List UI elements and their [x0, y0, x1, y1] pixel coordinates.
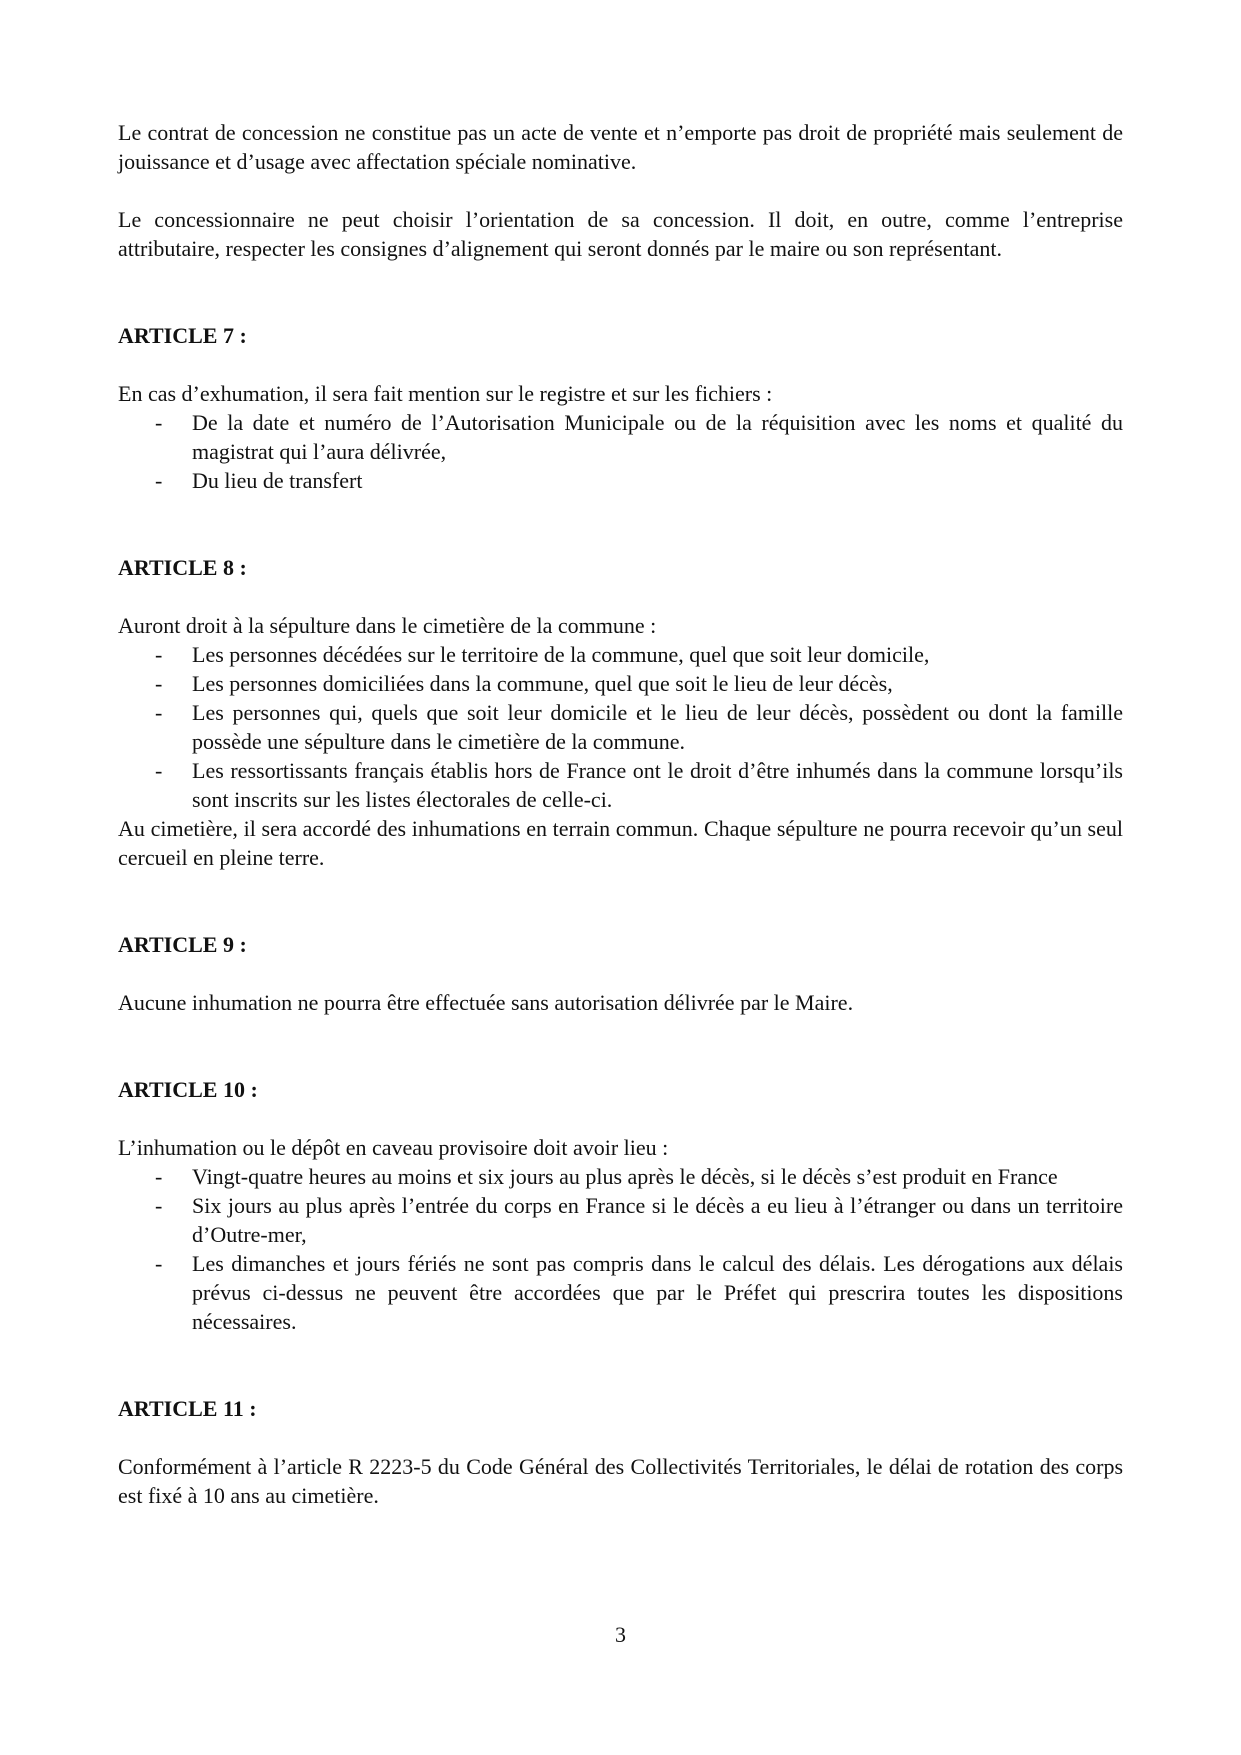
bullet-dash-icon: -	[155, 671, 163, 696]
document-page	[118, 118, 1123, 1510]
article-text: En cas d’exhumation, il sera fait mention sur le registre et sur les fichiers :	[118, 381, 773, 406]
article-bullet-list	[118, 640, 1123, 814]
article-heading: ARTICLE 8 :	[118, 555, 247, 580]
list-item	[118, 408, 1123, 466]
article-heading: ARTICLE 9 :	[118, 932, 247, 957]
articles-container	[118, 321, 1123, 1510]
list-item-text: Les personnes domiciliées dans la commune, quel que soit le lieu de leur décès,	[192, 671, 893, 696]
article-text: Aucune inhumation ne pourra être effectuée sans autorisation délivrée par le Maire.	[118, 990, 854, 1015]
page-number: 3	[615, 1622, 626, 1647]
list-item	[118, 640, 1123, 669]
article-text: L’inhumation ou le dépôt en caveau provisoire doit avoir lieu :	[118, 1135, 669, 1160]
article-text: Auront droit à la sépulture dans le cimetière de la commune :	[118, 613, 657, 638]
bullet-dash-icon: -	[155, 1251, 163, 1276]
list-item-text: Les dimanches et jours fériés ne sont pas compris dans le calcul des délais. Les dérogations aux délais prévus ci-dessus ne peuvent être accordées que par le Préfet qui prescrira toutes les dispositions nécessaires.	[192, 1251, 1123, 1334]
article-section	[118, 930, 1123, 1017]
list-item-text: Les ressortissants français établis hors de France ont le droit d’être inhumés dans la commune lorsqu’ils sont inscrits sur les listes électorales de celle-ci.	[192, 758, 1123, 812]
list-item-text: Les personnes décédées sur le territoire de la commune, quel que soit leur domicile,	[192, 642, 930, 667]
bullet-dash-icon: -	[155, 1164, 163, 1189]
bullet-dash-icon: -	[155, 758, 163, 783]
list-item-text: Vingt-quatre heures au moins et six jours au plus après le décès, si le décès s’est produit en France	[192, 1164, 1058, 1189]
article-heading: ARTICLE 7 :	[118, 323, 247, 348]
list-item-text: Les personnes qui, quels que soit leur domicile et le lieu de leur décès, possèdent ou dont la famille possède une sépulture dans le cimetière de la commune.	[192, 700, 1123, 754]
list-item-text: Six jours au plus après l’entrée du corps en France si le décès a eu lieu à l’étranger ou dans un territoire d’Outre-mer,	[192, 1193, 1123, 1247]
article-section	[118, 1075, 1123, 1336]
article-bullet-list	[118, 408, 1123, 495]
list-item	[118, 1249, 1123, 1336]
article-section	[118, 321, 1123, 495]
list-item	[118, 756, 1123, 814]
intro-paragraph: Le contrat de concession ne constitue pas un acte de vente et n’emporte pas droit de propriété mais seulement de jouissance et d’usage avec affectation spéciale nominative.	[118, 120, 1123, 174]
article-text: Conformément à l’article R 2223-5 du Code Général des Collectivités Territoriales, le délai de rotation des corps est fixé à 10 ans au cimetière.	[118, 1454, 1123, 1508]
list-item	[118, 1191, 1123, 1249]
bullet-dash-icon: -	[155, 700, 163, 725]
article-heading: ARTICLE 11 :	[118, 1396, 257, 1421]
list-item	[118, 466, 1123, 495]
list-item-text: De la date et numéro de l’Autorisation Municipale ou de la réquisition avec les noms et qualité du magistrat qui l’aura délivrée,	[192, 410, 1123, 464]
list-item-text: Du lieu de transfert	[192, 468, 363, 493]
bullet-dash-icon: -	[155, 468, 163, 493]
list-item	[118, 698, 1123, 756]
bullet-dash-icon: -	[155, 1193, 163, 1218]
bullet-dash-icon: -	[155, 410, 163, 435]
article-section	[118, 553, 1123, 872]
article-section	[118, 1394, 1123, 1510]
intro-paragraph: Le concessionnaire ne peut choisir l’orientation de sa concession. Il doit, en outre, comme l’entreprise attributaire, respecter les consignes d’alignement qui seront donnés par le maire ou son représentant.	[118, 207, 1123, 261]
bullet-dash-icon: -	[155, 642, 163, 667]
list-item	[118, 669, 1123, 698]
article-text: Au cimetière, il sera accordé des inhumations en terrain commun. Chaque sépulture ne pourra recevoir qu’un seul cercueil en pleine terre.	[118, 816, 1123, 870]
article-heading: ARTICLE 10 :	[118, 1077, 258, 1102]
article-bullet-list	[118, 1162, 1123, 1336]
list-item	[118, 1162, 1123, 1191]
